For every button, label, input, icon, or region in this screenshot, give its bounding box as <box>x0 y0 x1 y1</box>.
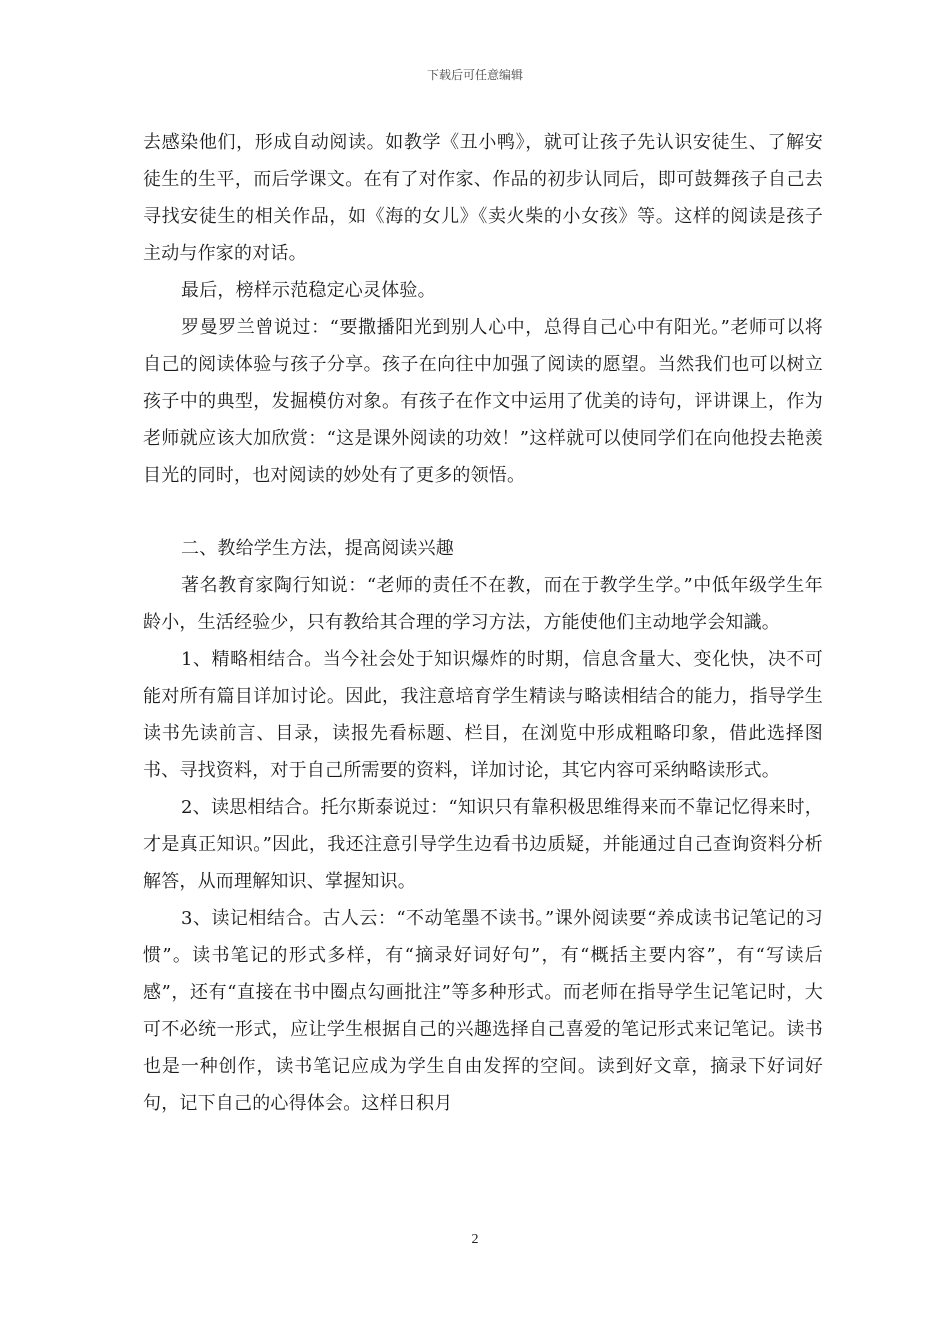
page-header: 下载后可任意编辑 <box>426 68 523 82</box>
paragraph-tao-xingzhi: 著名教育家陶行知说：“老师的责任不在教，而在于教学生学。”中低年级学生年龄小，生活经验少，只有教给其合理的学习方法，方能使他们主动地学会知識。 <box>143 575 823 633</box>
paragraph-continuation: 去感染他们，形成自动阅读。如教学《丑小鸭》，就可让孩子先认识安徒生、了解安徒生的生平，而后学课文。在有了对作家、作品的初步认同后，即可鼓舞孩子自己去寻找安徒生的相关作品，如《海的女儿》《卖火柴的小女孩》等。这样的阅读是孩子主动与作家的对话。 <box>143 132 823 264</box>
paragraph-finally: 最后，榜样示范稳定心灵体验。 <box>181 280 436 301</box>
paragraph-method-1: 1、精略相结合。当今社会处于知识爆炸的时期，信息含量大、变化快，决不可能对所有篇目详加讨论。因此，我注意培育学生精读与略读相结合的能力，指导学生读书先读前言、目录，读报先看标题、栏目，在浏览中形成粗略印象，借此选择图书、寻找资料，对于自己所需要的资料，详加讨论，其它内容可采纳略读形式。 <box>143 649 823 781</box>
paragraph-romain-rolland: 罗曼罗兰曾说过：“要撒播阳光到别人心中，总得自己心中有阳光。”老师可以将自己的阅读体验与孩子分享。孩子在向往中加强了阅读的愿望。当然我们也可以树立孩子中的典型，发掘模仿对象。有孩子在作文中运用了优美的诗句，评讲课上，作为老师就应该大加欣赏：“这是课外阅读的功效！”这样就可以使同学们在向他投去艳羡目光的同时，也对阅读的妙处有了更多的领悟。 <box>143 317 823 486</box>
document-body <box>143 124 823 1122</box>
page-number: 2 <box>471 1232 479 1247</box>
section-heading: 二、教给学生方法，提高阅读兴趣 <box>181 538 454 559</box>
section-gap <box>143 494 823 530</box>
paragraph-method-2: 2、读思相结合。托尔斯泰说过：“知识只有靠积极思维得来而不靠记忆得来时，才是真正知识。”因此，我还注意引导学生边看书边质疑，并能通过自己查询资料分析解答，从而理解知识、掌握知识。 <box>143 797 823 892</box>
paragraph-method-3: 3、读记相结合。古人云：“不动笔墨不读书。”课外阅读要“养成读书记笔记的习惯”。读书笔记的形式多样，有“摘录好词好句”，有“概括主要内容”，有“写读后感”，还有“直接在书中圈点勾画批注”等多种形式。而老师在指导学生记笔记时，大可不必统一形式，应让学生根据自己的兴趣选择自己喜爱的笔记形式来记笔记。读书也是一种创作，读书笔记应成为学生自由发挥的空间。读到好文章，摘录下好词好句，记下自己的心得体会。这样日积月 <box>143 908 823 1114</box>
